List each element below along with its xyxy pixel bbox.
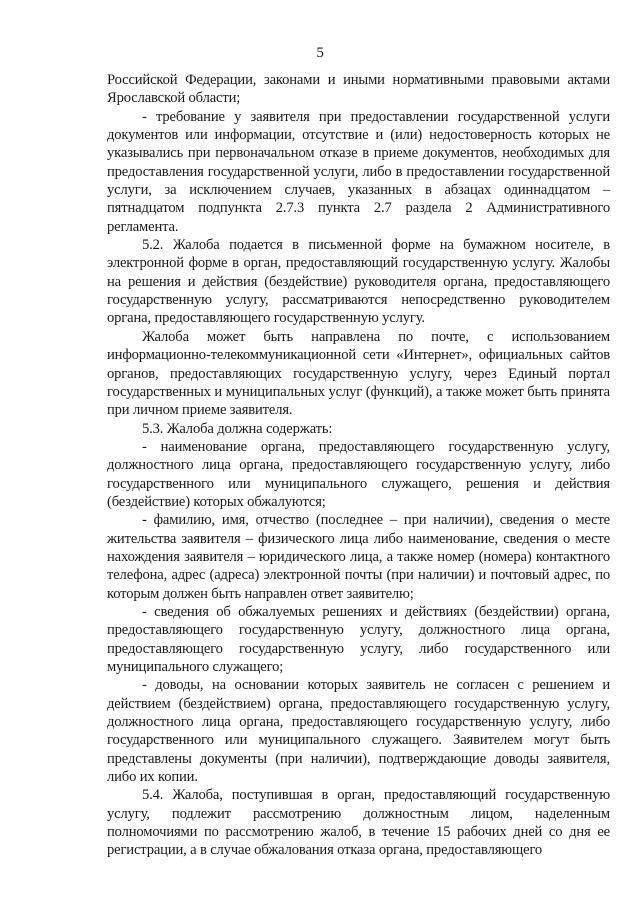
paragraph-list-item-arguments: - доводы, на основании которых заявитель не согласен с решением и действием (бездействием) органа, предоставляющего государственную услугу, должностного лица органа, предоставляющего государственную услугу, либо государственного или муниципального служащего. Заявителем могут быть представлены документы (при наличии), подтверждающие доводы заявителя, либо их копии. <box>107 677 610 786</box>
paragraph-list-item-appealed-decisions: - сведения об обжалуемых решениях и действиях (бездействии) органа, предоставляющего государственную услугу, должностного лица органа, предоставляющего государственную услугу, либо государственного или муниципального служащего; <box>107 603 610 675</box>
paragraph-list-item-applicant-details: - фамилию, имя, отчество (последнее – при наличии), сведения о месте жительства заявителя – физического лица либо наименование, сведения о месте нахождения заявителя – юридического лица, а также номер (номера) контактного телефона, адрес (адреса) электронной почты (при наличии) и почтовый адрес, по которым должен быть направлен ответ заявителю; <box>107 512 610 602</box>
page-number: 5 <box>316 45 324 61</box>
paragraph-continuation: Российской Федерации, законами и иными нормативными правовыми актами Ярославской области; <box>107 72 610 107</box>
paragraph-list-item-documents-requirement: - требование у заявителя при предоставлении государственной услуги документов или информации, отсутствие и (или) недостоверность которых не указывались при первоначальном отказе в приеме документов, необходимых для предоставления государственной услуги, либо в предоставлении государственной услуги, за исключением случаев, указанных в абзацах одиннадцатом – пятнадцатом подпункта 2.7.3 пункта 2.7 раздела 2 Административного регламента. <box>107 108 610 235</box>
paragraph-5-3: 5.3. Жалоба должна содержать: <box>142 420 333 437</box>
paragraph-5-2: 5.2. Жалоба подается в письменной форме на бумажном носителе, в электронной форме в орган, предоставляющий государственную услугу. Жалобы на решения и действия (бездействие) руководителя органа, предоставляющего государственную услугу, рассматриваются непосредственно руководителем органа, предоставляющего государственную услугу. <box>107 237 610 327</box>
document-body <box>107 71 610 860</box>
paragraph-complaint-channels: Жалоба может быть направлена по почте, с использованием информационно-телекоммуникационной сети «Интернет», официальных сайтов органов, предоставляющих государственную услугу, через Единый портал государственных и муниципальных услуг (функций), а также может быть принята при личном приеме заявителя. <box>107 328 610 419</box>
paragraph-5-4: 5.4. Жалоба, поступившая в орган, предоставляющий государственную услугу, подлежит рассмотрению должностным лицом, наделенным полномочиями по рассмотрению жалоб, в течение 15 рабочих дней со дня ее регистрации, а в случае обжалования отказа органа, предоставляющего <box>107 787 610 859</box>
paragraph-list-item-organ-name: - наименование органа, предоставляющего государственную услугу, должностного лица органа, предоставляющего государственную услугу, либо государственного или муниципального служащего, решения и действия (бездействие) которых обжалуются; <box>107 438 610 510</box>
